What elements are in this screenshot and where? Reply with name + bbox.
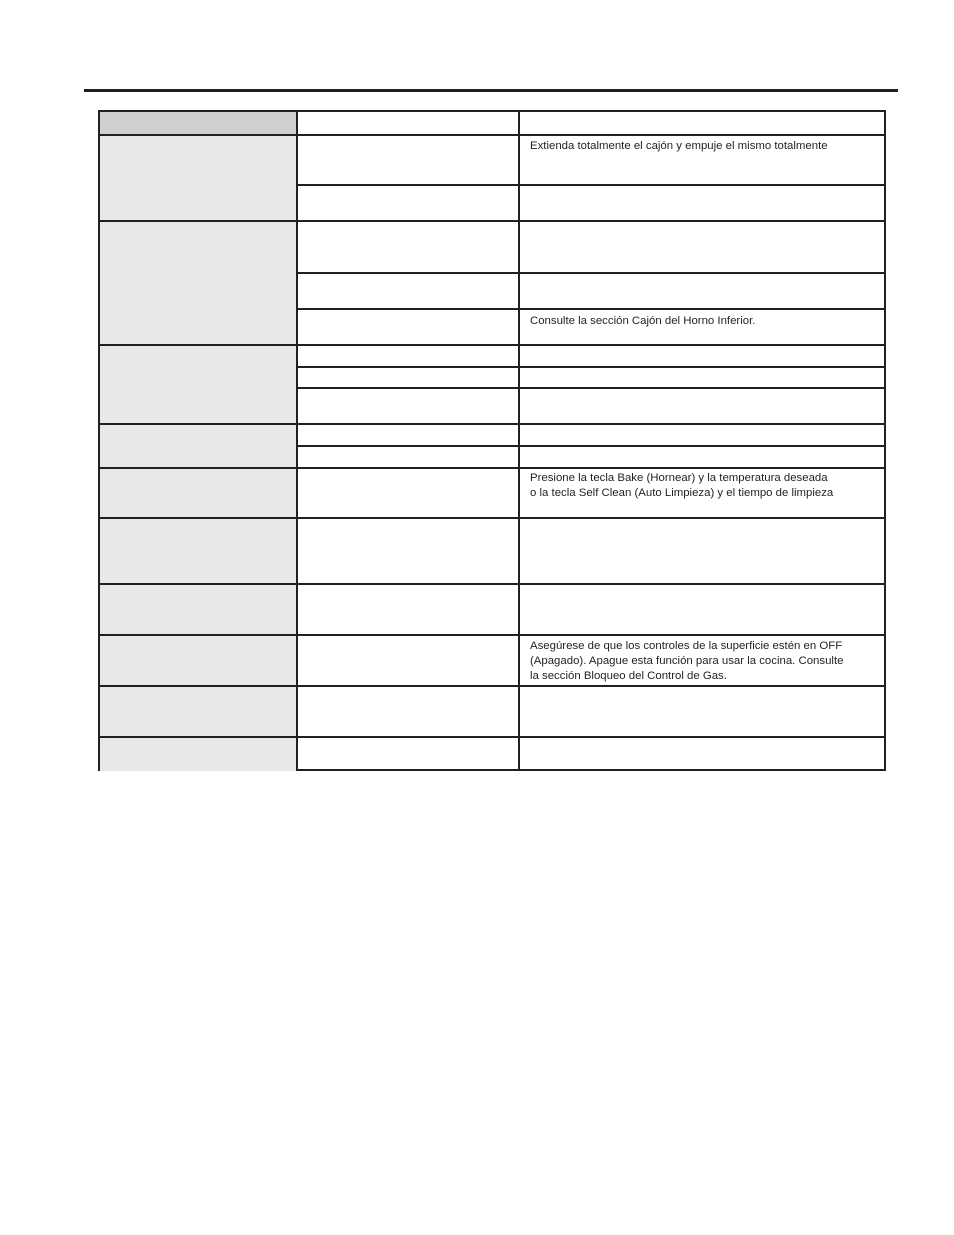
solution-text xyxy=(530,639,843,684)
row-divider xyxy=(100,220,884,222)
subrow-divider xyxy=(296,387,884,389)
solution-line: Asegúrese de que los controles de la superficie estén en OFF xyxy=(530,640,843,652)
column-divider xyxy=(518,112,520,769)
solution-line: o la tecla Self Clean (Auto Limpieza) y el tiempo de limpieza xyxy=(530,487,834,499)
solution-line: la sección Bloqueo del Control de Gas. xyxy=(530,670,727,682)
problem-cell xyxy=(100,346,296,423)
row-divider xyxy=(100,344,884,346)
solution-line: Presione la tecla Bake (Hornear) y la temperatura deseada xyxy=(530,472,828,484)
row-divider xyxy=(100,517,884,519)
column-divider xyxy=(296,112,298,769)
subrow-divider xyxy=(296,184,884,186)
subrow-divider xyxy=(296,445,884,447)
solution-line: Consulte la sección Cajón del Horno Inferior. xyxy=(530,315,756,327)
row-divider xyxy=(100,583,884,585)
row-divider xyxy=(100,134,884,136)
solution-text xyxy=(530,139,828,154)
solution-text xyxy=(530,314,755,329)
row-divider xyxy=(100,467,884,469)
problem-cell xyxy=(100,135,296,220)
solution-line: Extienda totalmente el cajón y empuje el mismo totalmente xyxy=(530,140,828,152)
solution-line: (Apagado). Apague esta función para usar la cocina. Consulte xyxy=(530,655,844,667)
subrow-divider xyxy=(296,272,884,274)
troubleshooting-table xyxy=(98,110,886,771)
problem-cell xyxy=(100,519,296,583)
problem-cell xyxy=(100,636,296,685)
solution-text xyxy=(530,471,833,501)
header-cell-problem xyxy=(100,112,296,134)
subrow-divider xyxy=(296,366,884,368)
subrow-divider xyxy=(296,308,884,310)
problem-cell xyxy=(100,425,296,467)
problem-cell xyxy=(100,738,296,771)
row-divider xyxy=(100,634,884,636)
problem-cell xyxy=(100,585,296,634)
problem-cell xyxy=(100,222,296,344)
row-divider xyxy=(100,736,884,738)
row-divider xyxy=(100,685,884,687)
problem-cell xyxy=(100,687,296,736)
top-rule xyxy=(84,89,898,92)
row-divider xyxy=(100,423,884,425)
problem-cell xyxy=(100,469,296,517)
